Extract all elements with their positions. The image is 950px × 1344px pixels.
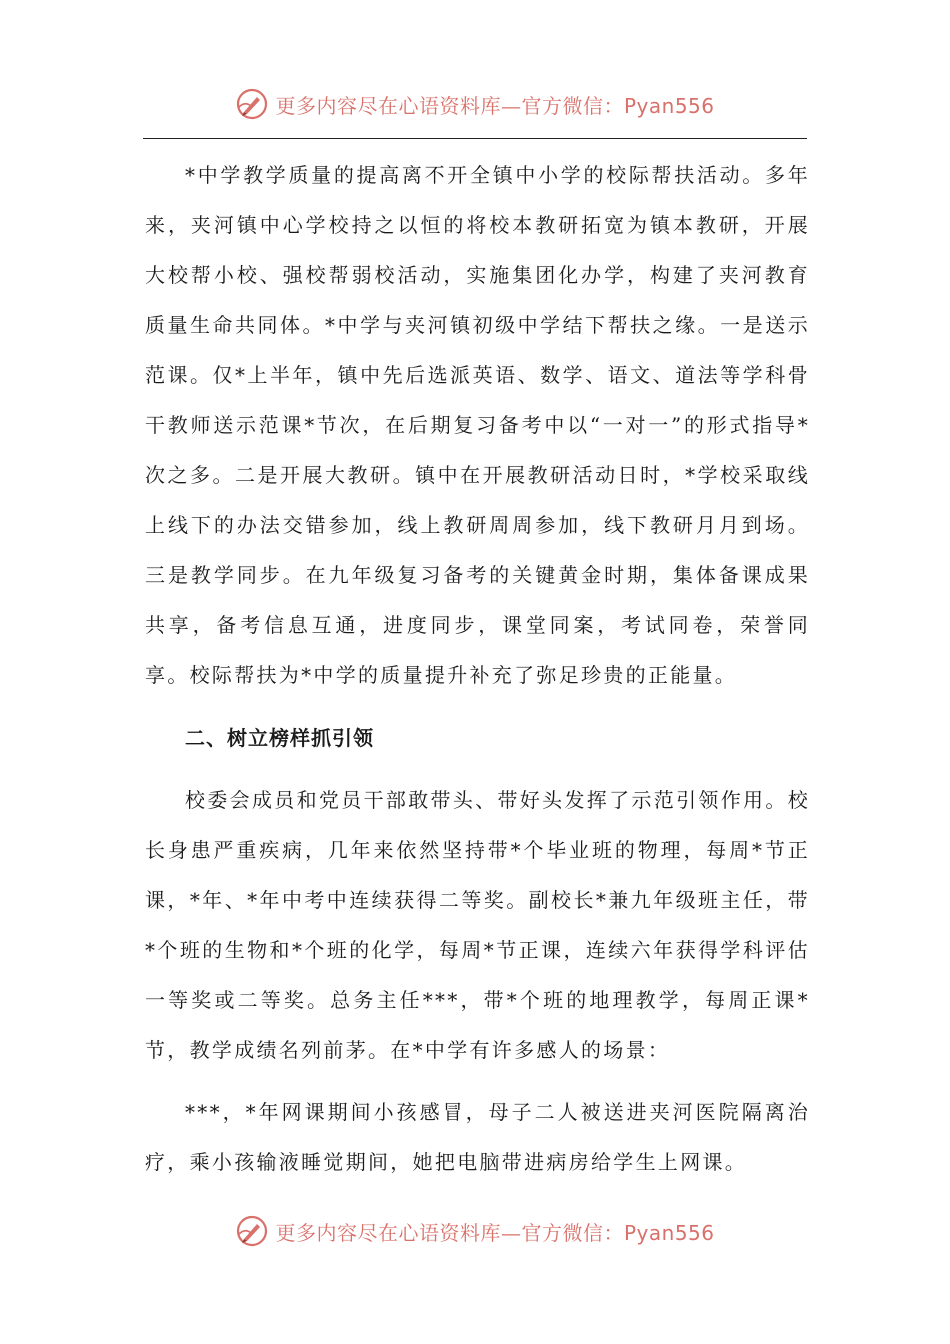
footer-wechat-id: Pyan556: [623, 1220, 715, 1245]
pen-logo-icon: [235, 1214, 269, 1248]
footer-banner-text: [275, 1217, 714, 1246]
header-banner-text: [275, 90, 714, 119]
pen-logo-icon: [235, 87, 269, 121]
paragraph-1: *中学教学质量的提高离不开全镇中小学的校际帮扶活动。多年来，夹河镇中心学校持之以恒的将校本教研拓宽为镇本教研，开展大校帮小校、强校帮弱校活动，实施集团化办学，构建了夹河教育质量生命共同体。*中学与夹河镇初级中学结下帮扶之缘。一是送示范课。仅*上半年，镇中先后选派英语、数学、语文、道法等学科骨干教师送示范课*节次，在后期复习备考中以“一对一”的形式指导*次之多。二是开展大教研。镇中在开展教研活动日时，*学校采取线上线下的办法交错参加，线上教研周周参加，线下教研月月到场。三是教学同步。在九年级复习备考的关键黄金时期，集体备课成果共享，备考信息互通，进度同步，课堂同案，考试同卷，荣誉同享。校际帮扶为*中学的质量提升补充了弥足珍贵的正能量。: [145, 163, 810, 687]
header-banner-label: 更多内容尽在心语资料库—官方微信：: [275, 93, 624, 118]
section-heading-2: 二、树立榜样抓引领: [185, 726, 374, 750]
paragraph-2: 校委会成员和党员干部敢带头、带好头发挥了示范引领作用。校长身患严重疾病，几年来依然坚持带*个毕业班的物理，每周*节正课，*年、*年中考中连续获得二等奖。副校长*兼九年级班主任，带*个班的生物和*个班的化学，每周*节正课，连续六年获得学科评估一等奖或二等奖。总务主任***，带*个班的地理教学，每周正课*节，教学成绩名列前茅。在*中学有许多感人的场景：: [145, 788, 810, 1062]
paragraph-gap: [145, 1075, 810, 1087]
document-body: [145, 150, 810, 1187]
footer-banner: [0, 1209, 950, 1253]
header-wechat-id: Pyan556: [623, 93, 715, 118]
header-banner: [0, 82, 950, 126]
header-rule: [143, 138, 807, 139]
footer-banner-label: 更多内容尽在心语资料库—官方微信：: [275, 1220, 624, 1245]
paragraph-3: ***，*年网课期间小孩感冒，母子二人被送进夹河医院隔离治疗，乘小孩输液睡觉期间，她把电脑带进病房给学生上网课。: [145, 1100, 810, 1174]
